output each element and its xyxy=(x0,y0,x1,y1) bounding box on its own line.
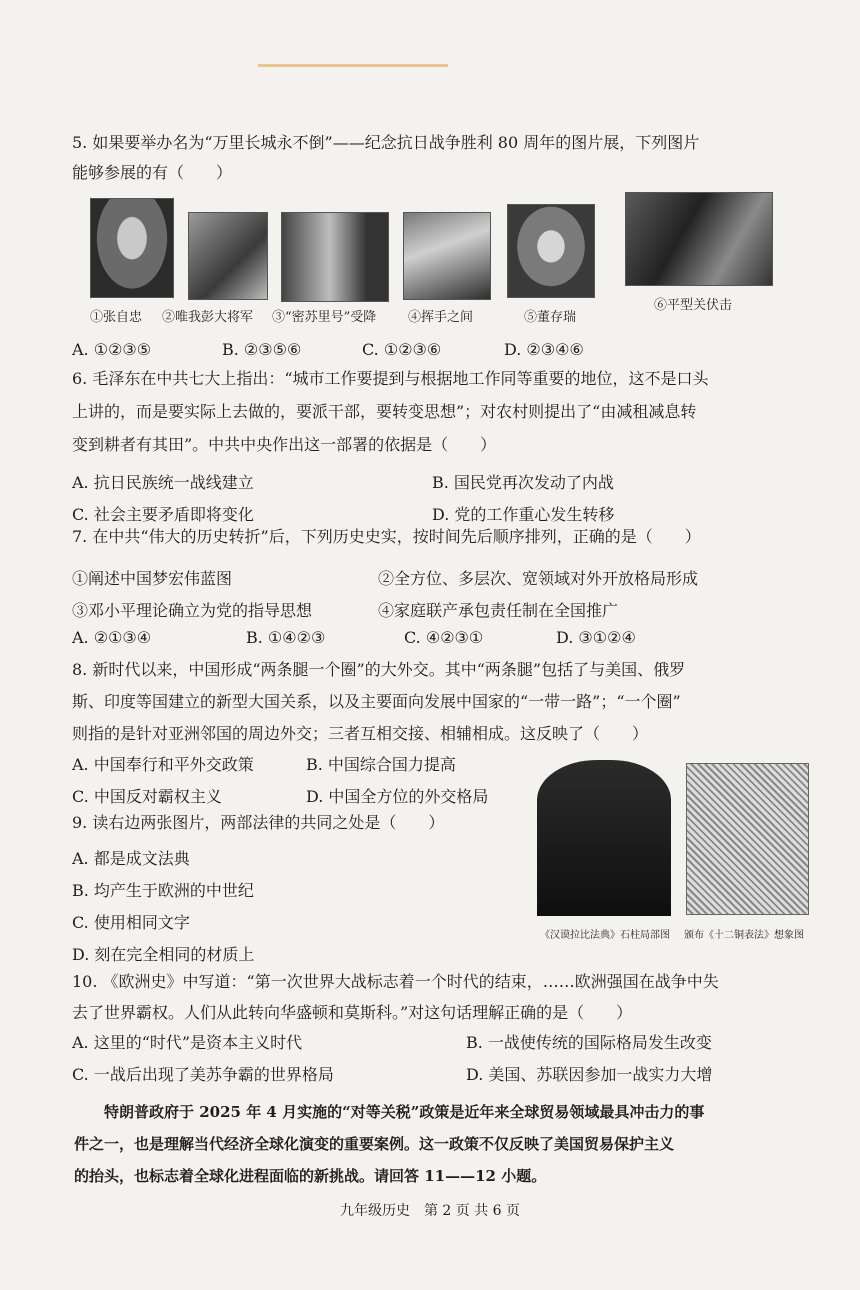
photo-waving-hand xyxy=(403,212,491,300)
question-8-stem xyxy=(72,654,812,750)
question-10-stem xyxy=(72,966,812,1028)
q9-option-a: A. 都是成文法典 xyxy=(72,849,190,868)
intro-line: 特朗普政府于 2025 年 4 月实施的“对等关税”政策是近年来全球贸易领域最具冲击力的事 xyxy=(104,1103,705,1121)
q9-option-d: D. 刻在完全相同的材质上 xyxy=(72,945,255,964)
top-rule xyxy=(258,64,448,67)
q10-option-c: C. 一战后出现了美苏争霸的世界格局 xyxy=(72,1065,334,1084)
question-5-stem xyxy=(72,128,812,188)
caption-hammurabi: 《汉谟拉比法典》石柱局部图 xyxy=(540,930,670,941)
q10-line: 去了世界霸权。人们从此转向华盛顿和莫斯科。”对这句话理解正确的是（ ） xyxy=(72,1003,633,1022)
caption-1: ①张自忠 xyxy=(90,310,143,325)
q7-item-4: ④家庭联产承包责任制在全国推广 xyxy=(378,601,619,620)
q10-option-b: B. 一战使传统的国际格局发生改变 xyxy=(466,1033,712,1052)
question-6-stem xyxy=(72,362,812,461)
caption-5: ⑤董存瑞 xyxy=(524,310,577,325)
q5-line: 5. 如果要举办名为“万里长城永不倒”——纪念抗日战争胜利 80 周年的图片展，下列图片 xyxy=(72,133,700,152)
q8-line: 则指的是针对亚洲邻国的周边外交；三者互相交接、相辅相成。这反映了（ ） xyxy=(72,724,649,743)
q7-option-a: A. ②①③④ xyxy=(72,628,152,647)
q6-line: 6. 毛泽东在中共七大上指出：“城市工作要提到与根据地工作同等重要的地位，这不是口头 xyxy=(72,369,709,388)
q5-option-a: A. ①②③⑤ xyxy=(72,340,152,359)
intro-line: 件之一，也是理解当代经济全球化演变的重要案例。这一政策不仅反映了美国贸易保护主义 xyxy=(74,1135,675,1153)
q6-line: 上讲的，而是要实际上去做的，要派干部，要转变思想”；对农村则提出了“由减租减息转 xyxy=(72,402,697,421)
q8-option-c: C. 中国反对霸权主义 xyxy=(72,787,222,806)
q8-option-b: B. 中国综合国力提高 xyxy=(306,755,456,774)
q7-option-c: C. ④②③① xyxy=(404,628,484,647)
q5-option-d: D. ②③④⑥ xyxy=(504,340,584,359)
photo-peng-dehuai xyxy=(188,212,268,300)
caption-2: ②唯我彭大将军 xyxy=(162,310,254,325)
photo-pingxingguan xyxy=(625,192,773,286)
question-9-stem: 9. 读右边两张图片，两部法律的共同之处是（ ） xyxy=(72,813,445,832)
photo-missouri-surrender xyxy=(281,212,389,302)
caption-4: ④挥手之间 xyxy=(408,310,474,325)
q10-option-a: A. 这里的“时代”是资本主义时代 xyxy=(72,1033,303,1052)
intro-line: 的抬头，也标志着全球化进程面临的新挑战。请回答 11——12 小题。 xyxy=(74,1167,547,1185)
q9-option-c: C. 使用相同文字 xyxy=(72,913,190,932)
caption-3: ③“密苏里号”受降 xyxy=(272,310,377,325)
material-intro xyxy=(74,1096,810,1192)
q8-option-a: A. 中国奉行和平外交政策 xyxy=(72,755,254,774)
q9-option-b: B. 均产生于欧洲的中世纪 xyxy=(72,881,254,900)
q6-option-b: B. 国民党再次发动了内战 xyxy=(432,473,614,492)
q6-line: 变到耕者有其田”。中共中央作出这一部署的依据是（ ） xyxy=(72,435,497,454)
hammurabi-stele-image xyxy=(537,760,671,916)
q8-line: 斯、印度等国建立的新型大国关系，以及主要面向发展中国家的“一带一路”；“一个圈” xyxy=(72,692,681,711)
q7-item-3: ③邓小平理论确立为党的指导思想 xyxy=(72,601,313,620)
page-footer: 九年级历史 第 2 页 共 6 页 xyxy=(339,1203,521,1219)
q5-option-c: C. ①②③⑥ xyxy=(362,340,442,359)
q6-option-a: A. 抗日民族统一战线建立 xyxy=(72,473,254,492)
photo-zhang-zizhong xyxy=(90,198,174,298)
photo-dong-cunrui xyxy=(507,204,595,298)
q7-option-d: D. ③①②④ xyxy=(556,628,636,647)
q7-item-1: ①阐述中国梦宏伟蓝图 xyxy=(72,569,233,588)
twelve-tables-image xyxy=(686,763,809,915)
q5-line: 能够参展的有（ ） xyxy=(72,163,233,182)
q10-option-d: D. 美国、苏联因参加一战实力大增 xyxy=(466,1065,713,1084)
q10-line: 10. 《欧洲史》中写道：“第一次世界大战标志着一个时代的结束，……欧洲强国在战争中失 xyxy=(72,972,719,991)
q8-option-d: D. 中国全方位的外交格局 xyxy=(306,787,489,806)
q7-option-b: B. ①④②③ xyxy=(246,628,326,647)
q6-option-c: C. 社会主要矛盾即将变化 xyxy=(72,505,254,524)
q5-option-b: B. ②③⑤⑥ xyxy=(222,340,302,359)
question-7-stem: 7. 在中共“伟大的历史转折”后，下列历史史实，按时间先后顺序排列，正确的是（ ） xyxy=(72,527,701,546)
q8-line: 8. 新时代以来，中国形成“两条腿一个圈”的大外交。其中“两条腿”包括了与美国、俄罗 xyxy=(72,660,686,679)
q7-item-2: ②全方位、多层次、宽领域对外开放格局形成 xyxy=(378,569,699,588)
caption-twelve-tables: 颁布《十二铜表法》想象图 xyxy=(684,930,804,941)
q6-option-d: D. 党的工作重心发生转移 xyxy=(432,505,615,524)
caption-6: ⑥平型关伏击 xyxy=(654,298,733,313)
